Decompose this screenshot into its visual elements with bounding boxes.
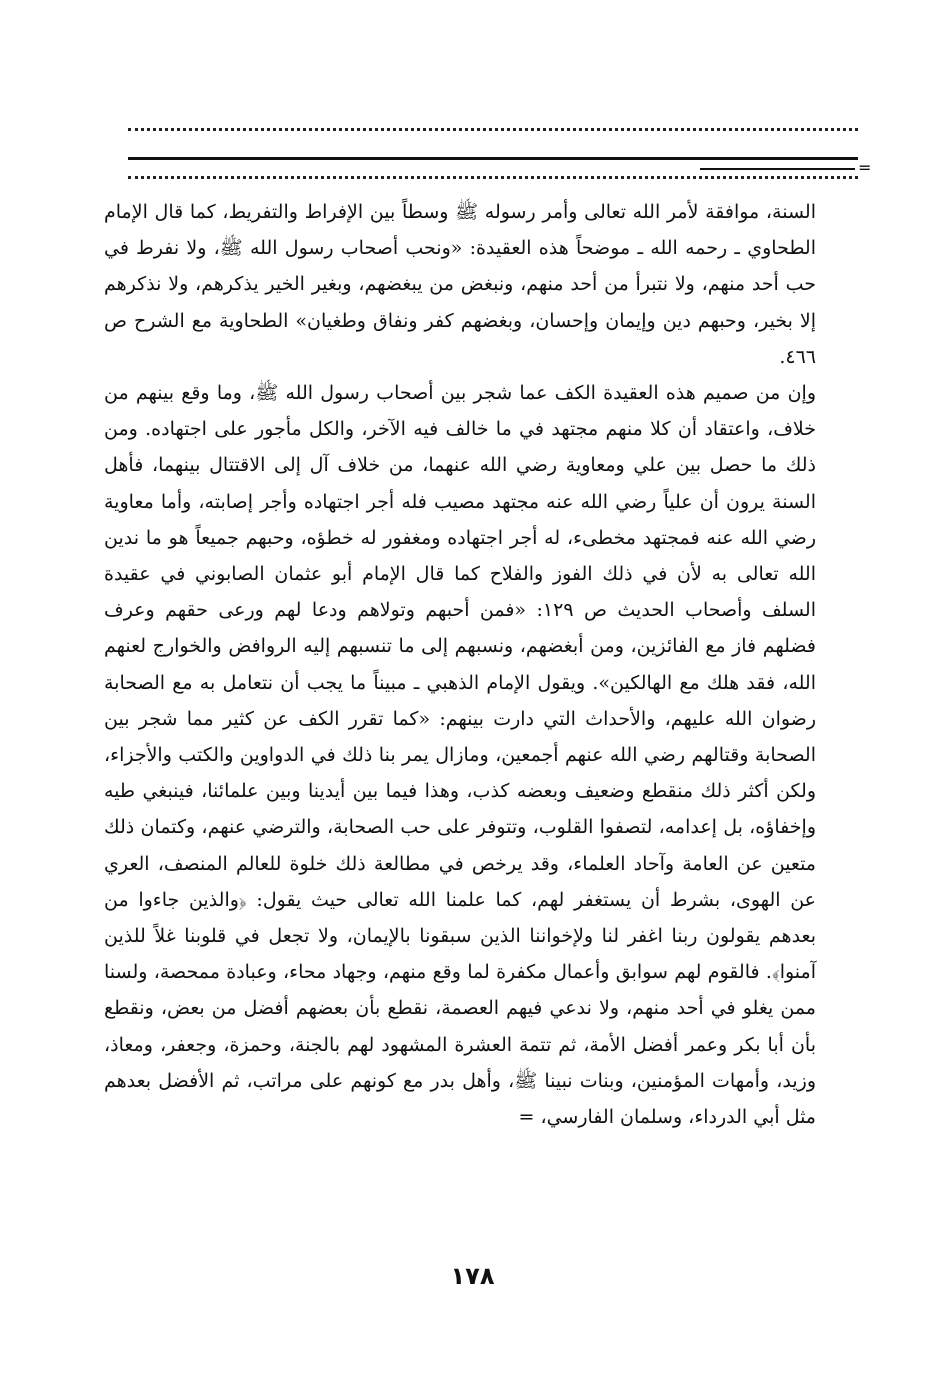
footnote-paragraph-1: السنة، موافقة لأمر الله تعالى وأمر رسوله ﷺ وسطاً بين الإفراط والتفريط، كما قال الإمام الطحاوي ـ رحمه الله ـ موضحاً هذه العقيدة: «ونحب أصحاب رسول الله ﷺ، ولا نفرط في حب أحد منهم، ولا نتبرأ من أحد منهم، ونبغض من يبغضهم، وبغير الخير يذكرهم، ولا نذكرهم إلا بخير، وحبهم دين وإيمان وإحسان، وبغضهم كفر ونفاق وطغيان» الطحاوية مع الشرح ص ٤٦٦. (104, 201, 816, 368)
footnote-paragraph-2: وإن من صميم هذه العقيدة الكف عما شجر بين أصحاب رسول الله ﷺ، وما وقع بينهم من خلاف، واعتقاد أن كلا منهم مجتهد في ما خالف فيه الآخر، والكل مأجور على اجتهاده. ومن ذلك ما حصل بين علي ومعاوية رضي الله عنهما، من خلاف آل إلى الاقتتال بينهما، فأهل السنة يرون أن علياً رضي الله عنه مجتهد مصيب فله أجر اجتهاده وأجر إصابته، وأما معاوية رضي الله عنه فمجتهد مخطىء، له أجر اجتهاده ومغفور له خطؤه، وحبهم جميعاً هو ما ندين الله تعالى به لأن في ذلك الفوز والفلاح كما قال الإمام أبو عثمان الصابوني في عقيدة السلف وأصحاب الحديث ص ١٢٩: «فمن أحبهم وتولاهم ودعا لهم ورعى حقهم وعرف فضلهم فاز مع الفائزين، ومن أبغضهم، ونسبهم إلى ما تنسبهم إليه الروافض والخوارج لعنهم الله، فقد هلك مع الهالكين». ويقول الإمام الذهبي ـ مبيناً ما يجب أن نتعامل به مع الصحابة رضوان الله عليهم، والأحداث التي دارت بينهم: «كما تقرر الكف عن كثير مما شجر بين الصحابة وقتالهم رضي الله عنهم أجمعين، ومازال يمر بنا ذلك في الدواوين والكتب والأجزاء، ولكن أكثر ذلك منقطع وضعيف وبعضه كذب، وهذا فيما بين أيدينا وبين علمائنا، فينبغي طيه وإخفاؤه، بل إعدامه، لتصفوا القلوب، وتتوفر على حب الصحابة، والترضي عنهم، وكتمان ذلك متعين عن العامة وآحاد العلماء، وقد يرخص في مطالعة ذلك خلوة للعالم المنصف، العري عن الهوى، بشرط أن يستغفر لهم، كما علمنا الله تعالى حيث يقول: ﴿والذين جاءوا من بعدهم يقولون ربنا اغفر لنا ولإخواننا الذين سبقونا بالإيمان، ولا تجعل في قلوبنا غلاً للذين آمنوا﴾. فالقوم لهم سوابق وأعمال مكفرة لما وقع منهم، وجهاد محاء، وعبادة ممحصة، ولسنا ممن يغلو في أحد منهم، ولا ندعي فيهم العصمة، نقطع بأن بعضهم أفضل من بعض، ونقطع بأن أبا بكر وعمر أفضل الأمة، ثم تتمة العشرة المشهود لهم بالجنة، وحمزة، وجعفر، ومعاذ، وزيد، وأمهات المؤمنين، وبنات نبينا ﷺ، وأهل بدر مع كونهم على مراتب، ثم الأفضل بعدهم مثل أبي الدرداء، وسلمان الفارسي، = (104, 382, 817, 1129)
footnote-rule-short (700, 168, 855, 170)
footnote-text (104, 194, 816, 1135)
continuation-mark: = (858, 158, 872, 177)
dotted-separator-bottom (128, 176, 858, 179)
footnote-rule (128, 157, 858, 160)
dotted-separator-top (128, 128, 858, 131)
page-number: ١٧٨ (450, 1262, 495, 1290)
